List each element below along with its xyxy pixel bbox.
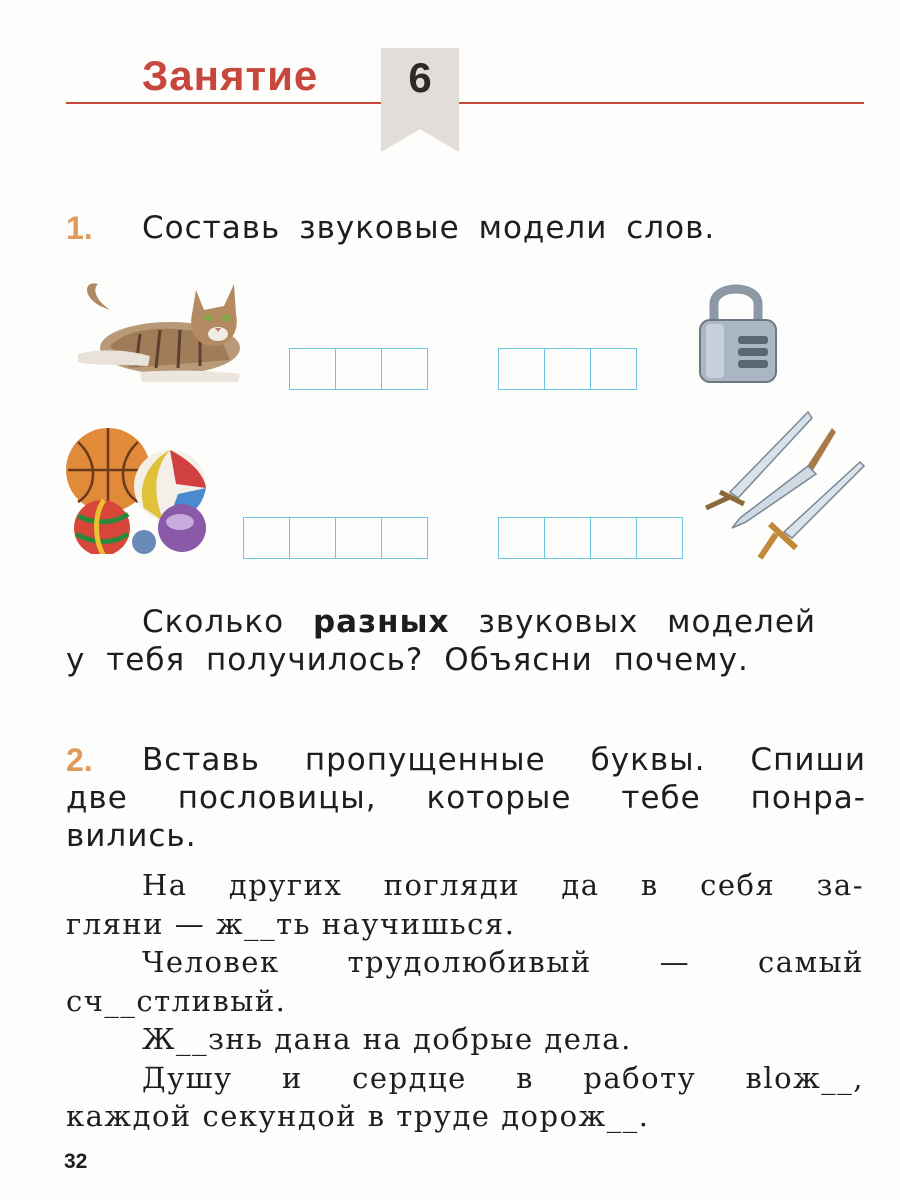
sound-box[interactable] xyxy=(290,349,336,389)
sound-model-boxes[interactable] xyxy=(498,348,637,390)
proverb-line: гляни — ж__ть научишься. xyxy=(66,906,516,941)
task2-number: 2. xyxy=(66,742,93,778)
instruction-line: две пословицы, которые тебе понра- xyxy=(66,780,866,816)
task1-question xyxy=(66,603,866,679)
sound-box[interactable] xyxy=(499,349,545,389)
sound-model-boxes[interactable] xyxy=(243,517,428,559)
proverb-line: На других погляди да в себя за- xyxy=(142,868,864,902)
sound-model-boxes[interactable] xyxy=(289,348,428,390)
sound-box[interactable] xyxy=(382,349,427,389)
sound-box[interactable] xyxy=(336,349,382,389)
sound-box[interactable] xyxy=(290,518,336,558)
swords-icon xyxy=(700,408,866,564)
sound-box[interactable] xyxy=(336,518,382,558)
proverb-line: Ж__знь дана на добрые дела. xyxy=(142,1022,632,1056)
proverb-line: Душу и сердце в работу вlож__, xyxy=(142,1060,864,1095)
lesson-number: 6 xyxy=(408,54,432,101)
sound-box[interactable] xyxy=(591,349,636,389)
page-number: 32 xyxy=(64,1150,88,1173)
sound-box[interactable] xyxy=(591,518,637,558)
sound-model-boxes[interactable] xyxy=(498,517,683,559)
instruction-line: вились. xyxy=(66,818,197,854)
proverb-line: Человек трудолюбивый — самый xyxy=(142,945,864,979)
proverb-line: каждой секундой в труде дорож__. xyxy=(66,1099,650,1133)
sound-box[interactable] xyxy=(637,518,682,558)
task2-instruction xyxy=(66,741,866,855)
question-text: звуковых моделей xyxy=(478,604,817,640)
sound-box[interactable] xyxy=(499,518,545,558)
sound-box[interactable] xyxy=(545,518,591,558)
sound-box[interactable] xyxy=(244,518,290,558)
question-bold-word: разных xyxy=(312,604,450,640)
question-line: у тебя получилось? Объясни почему. xyxy=(66,642,749,678)
proverb-line: сч__стливый. xyxy=(66,983,287,1018)
cat-icon xyxy=(70,276,248,384)
sound-box[interactable] xyxy=(382,518,427,558)
padlock-icon xyxy=(694,278,782,386)
sound-box[interactable] xyxy=(545,349,591,389)
task1-instruction: Составь звуковые модели слов. xyxy=(142,210,716,246)
proverbs-list xyxy=(66,866,864,1136)
lesson-title: Занятие xyxy=(142,52,319,99)
header-rule xyxy=(66,102,864,104)
balls-icon xyxy=(64,424,210,554)
task1-number: 1. xyxy=(66,210,93,246)
instruction-line: Вставь пропущенные буквы. Спиши xyxy=(142,742,866,778)
question-text: Сколько xyxy=(142,604,285,640)
